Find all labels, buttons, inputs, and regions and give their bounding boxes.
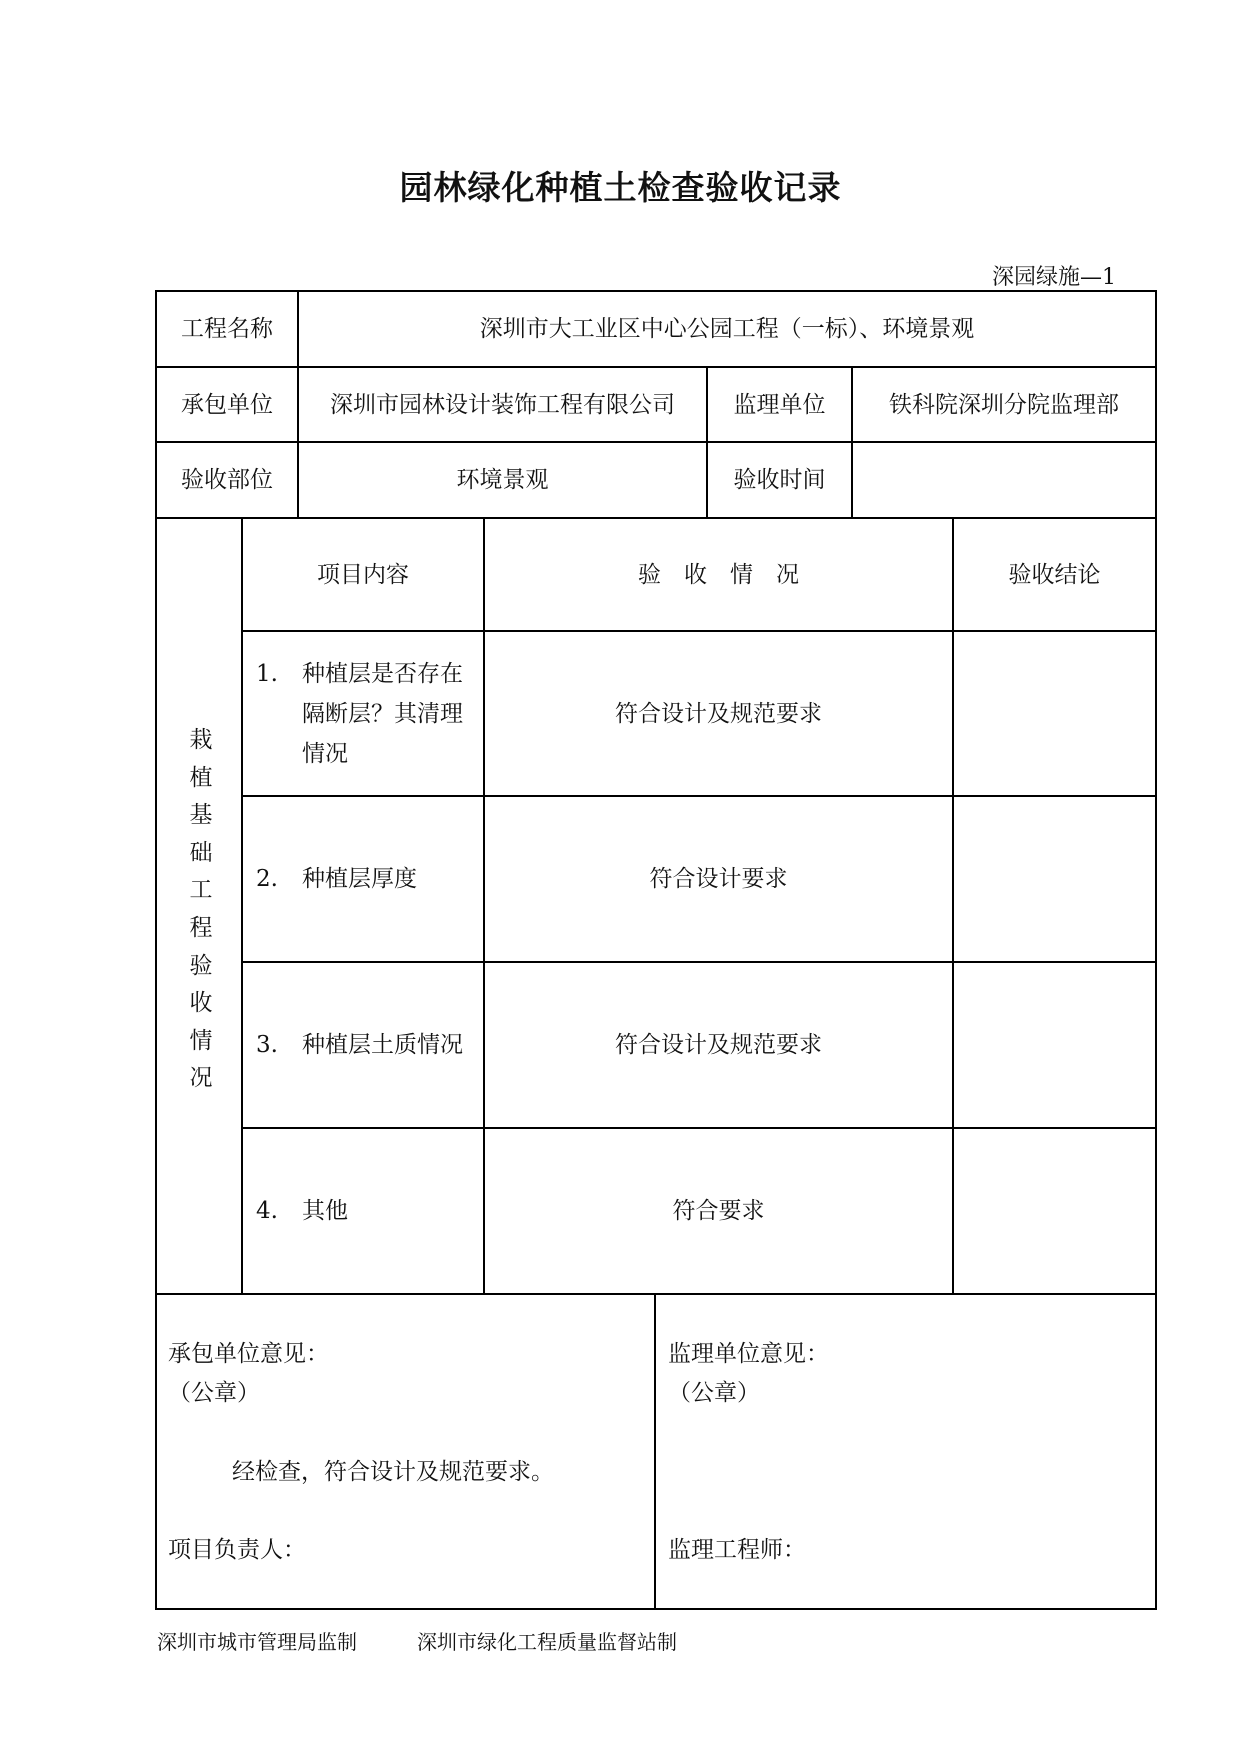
table-row [256, 1025, 484, 1065]
header-content: 项目内容 [317, 561, 409, 588]
header-conclusion: 验收结论 [1008, 561, 1101, 588]
page-title: 园林绿化种植土检查验收记录 [399, 168, 842, 207]
item-status: 符合要求 [672, 1198, 765, 1224]
table-row [256, 1191, 484, 1231]
location-label: 验收部位 [181, 467, 273, 493]
grid-line [1155, 290, 1157, 1610]
item-text: 种植层土质情况 [302, 1032, 463, 1058]
contractor-label: 承包单位 [181, 391, 273, 418]
supervisor-label: 监理单位 [733, 391, 826, 418]
header-status: 验 收 情 况 [638, 561, 799, 588]
section-label [160, 722, 242, 1098]
supervisor-value: 铁科院深圳分院监理部 [889, 391, 1119, 418]
table-row [256, 654, 484, 774]
time-value [853, 443, 1155, 517]
section-label-char: 植 [189, 764, 213, 791]
table-row [256, 859, 484, 899]
item-number: 2. [256, 866, 278, 892]
grid-line [155, 1608, 1157, 1610]
item-status: 符合设计要求 [649, 866, 788, 892]
supervisor-opinion-label: 监理单位意见： [668, 1341, 829, 1367]
footer-right: 深圳市绿化工程质量监督站制 [417, 1630, 677, 1654]
section-label-char: 基 [189, 802, 213, 829]
section-label-char: 工 [189, 877, 213, 904]
contractor-opinion-text: 经检查，符合设计及规范要求。 [232, 1459, 554, 1485]
item-text: 其他 [302, 1198, 348, 1224]
section-label-char: 程 [189, 914, 213, 941]
item-conclusion [954, 1129, 1155, 1293]
contractor-signer: 项目负责人： [168, 1537, 306, 1563]
item-status: 符合设计及规范要求 [615, 1032, 822, 1058]
section-label-char: 础 [189, 839, 213, 866]
grid-line [654, 1293, 656, 1610]
item-conclusion [954, 963, 1155, 1127]
item-number: 3. [256, 1032, 278, 1058]
footer-left: 深圳市城市管理局监制 [157, 1630, 357, 1654]
supervisor-signer: 监理工程师： [668, 1537, 806, 1563]
project-value: 深圳市大工业区中心公园工程（一标）、环境景观 [479, 316, 975, 342]
item-conclusion [954, 632, 1155, 795]
item-number: 1. [256, 661, 278, 687]
contractor-value: 深圳市园林设计装饰工程有限公司 [330, 391, 675, 418]
contractor-seal: （公章） [168, 1380, 260, 1406]
time-label: 验收时间 [733, 467, 826, 493]
grid-line [155, 1293, 1157, 1295]
section-label-char: 情 [189, 1027, 213, 1054]
form-code: 深园绿施—1 [992, 265, 1116, 290]
item-status: 符合设计及规范要求 [615, 700, 822, 727]
location-value: 环境景观 [456, 467, 549, 493]
section-label-char: 验 [189, 952, 213, 979]
section-label-char: 栽 [189, 727, 213, 753]
section-label-char: 收 [189, 990, 213, 1017]
project-label: 工程名称 [181, 316, 273, 342]
section-label-char: 况 [189, 1065, 213, 1092]
contractor-opinion-label: 承包单位意见： [168, 1341, 329, 1367]
item-conclusion [954, 797, 1155, 961]
item-number: 4. [256, 1198, 278, 1224]
item-text: 种植层厚度 [302, 866, 417, 892]
supervisor-seal: （公章） [668, 1380, 760, 1406]
item-text: 种植层是否存在隔断层？其清理情况 [302, 661, 463, 767]
